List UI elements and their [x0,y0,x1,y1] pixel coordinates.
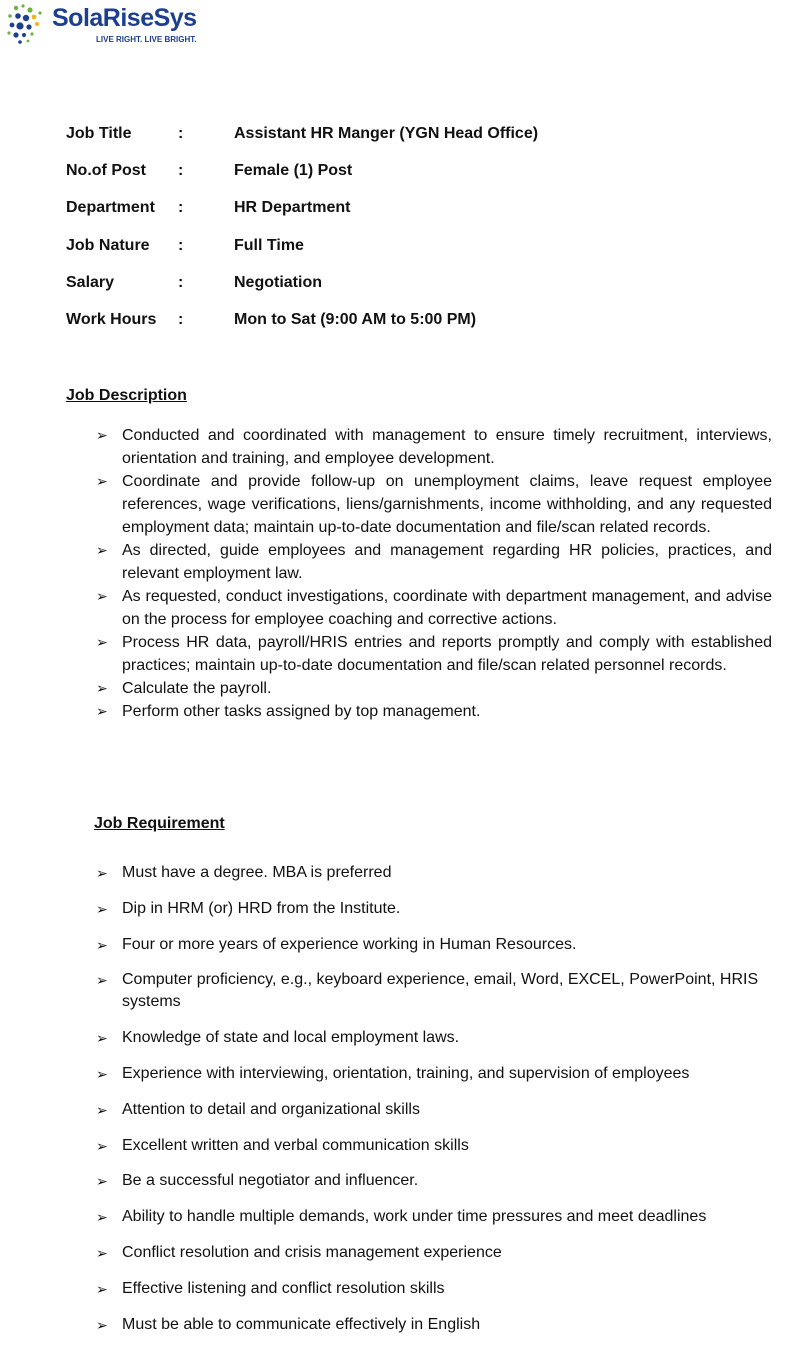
list-item [96,539,772,585]
arrow-bullet-icon: ➢ [96,1244,108,1261]
list-item [96,677,772,700]
info-row-job-title [66,125,766,162]
info-value: Full Time [234,236,304,254]
list-item [96,969,772,1013]
arrow-bullet-icon: ➢ [96,427,108,443]
list-item-text: Must be able to communicate effectively in English [122,1315,481,1333]
arrow-bullet-icon: ➢ [96,1137,108,1154]
list-item-text: Four or more years of experience working in Human Resources. [122,935,577,953]
list-item-text: Computer proficiency, e.g., keyboard experience, email, Word, EXCEL, PowerPoint, HRIS systems [122,971,759,1011]
info-value: Mon to Sat (9:00 AM to 5:00 PM) [234,310,477,328]
info-label: No.of Post [66,162,146,180]
job-description-heading: Job Description [66,387,187,404]
arrow-bullet-icon: ➢ [96,1030,108,1047]
job-description-list [96,424,772,723]
info-value: HR Department [234,199,351,217]
arrow-bullet-icon: ➢ [96,680,108,696]
list-item-text: As requested, conduct investigations, coordinate with department management, and advise on the process for employee coaching and corrective actions. [122,588,772,628]
list-item-text: Attention to detail and organizational skills [122,1100,420,1118]
list-item [96,1242,772,1264]
list-item-text: Dip in HRM (or) HRD from the Institute. [122,899,401,917]
arrow-bullet-icon: ➢ [96,703,108,719]
info-row-work-hours [66,311,766,348]
list-item-text: Experience with interviewing, orientation, training, and supervision of employees [122,1064,690,1082]
list-item [96,1206,772,1228]
arrow-bullet-icon: ➢ [96,473,108,489]
arrow-bullet-icon: ➢ [96,1065,108,1082]
arrow-bullet-icon: ➢ [96,1280,108,1297]
list-item [96,700,772,723]
list-item-text: Must have a degree. MBA is preferred [122,864,392,881]
list-item [96,1170,772,1192]
info-colon: : [178,199,184,217]
list-item [96,470,772,539]
info-label: Job Nature [66,236,150,254]
list-item-text: Calculate the payroll. [122,680,272,697]
list-item [96,1099,772,1121]
arrow-bullet-icon: ➢ [96,900,108,917]
info-colon: : [178,310,184,328]
logo-tagline: LIVE RIGHT. LIVE BRIGHT. [96,35,197,44]
list-item [96,424,772,470]
list-item-text: Excellent written and verbal communication skills [122,1136,469,1154]
info-colon: : [178,236,184,254]
info-label: Work Hours [66,310,157,328]
job-requirement-heading: Job Requirement [94,815,225,832]
info-colon: : [178,273,184,291]
info-label: Job Title [66,125,132,142]
info-row-job-nature [66,237,766,274]
list-item [96,1135,772,1157]
company-logo [6,2,216,46]
list-item [96,1314,772,1336]
list-item [96,862,772,884]
info-colon: : [178,162,184,180]
logo-wordmark: SolaRiseSys [52,4,197,32]
list-item [96,1063,772,1085]
sunburst-dots-icon [6,2,54,46]
arrow-bullet-icon: ➢ [96,1209,108,1226]
info-colon: : [178,125,184,142]
list-item-text: Process HR data, payroll/HRIS entries and reports promptly and comply with established practices; maintain up-to-date documentation and file/scan related personnel records. [122,634,772,674]
list-item-text: Be a successful negotiator and influencer. [122,1172,419,1190]
info-row-salary [66,274,766,311]
arrow-bullet-icon: ➢ [96,936,108,953]
arrow-bullet-icon: ➢ [96,542,108,558]
arrow-bullet-icon: ➢ [96,865,108,881]
list-item-text: Conflict resolution and crisis management experience [122,1243,502,1261]
list-item-text: Coordinate and provide follow-up on unemployment claims, leave request employee references, wage verifications, liens/garnishments, income withholding, and any requested employment data; maintain up-to-date documentation and file/scan related records. [122,473,772,536]
list-item-text: Perform other tasks assigned by top management. [122,703,481,720]
info-label: Salary [66,273,115,291]
arrow-bullet-icon: ➢ [96,634,108,650]
info-label: Department [66,199,155,217]
list-item-text: As directed, guide employees and management regarding HR policies, practices, and relevant employment law. [122,542,772,582]
list-item [96,934,772,956]
list-item [96,585,772,631]
list-item [96,1278,772,1300]
list-item-text: Knowledge of state and local employment laws. [122,1029,460,1047]
info-row-department [66,199,766,236]
arrow-bullet-icon: ➢ [96,972,108,989]
info-row-no-of-post [66,162,766,199]
arrow-bullet-icon: ➢ [96,1173,108,1190]
list-item [96,1027,772,1049]
arrow-bullet-icon: ➢ [96,588,108,604]
arrow-bullet-icon: ➢ [96,1316,108,1333]
arrow-bullet-icon: ➢ [96,1101,108,1118]
info-value: Assistant HR Manger (YGN Head Office) [234,125,539,142]
list-item-text: Effective listening and conflict resolution skills [122,1279,445,1297]
list-item-text: Conducted and coordinated with management to ensure timely recruitment, interviews, orientation and training, and employee development. [122,427,772,467]
job-requirement-list [96,862,772,1349]
list-item-text: Ability to handle multiple demands, work under time pressures and meet deadlines [122,1208,707,1226]
info-value: Female (1) Post [234,162,353,180]
info-value: Negotiation [234,273,322,291]
job-info-table [66,125,766,348]
list-item [96,631,772,677]
list-item [96,898,772,920]
